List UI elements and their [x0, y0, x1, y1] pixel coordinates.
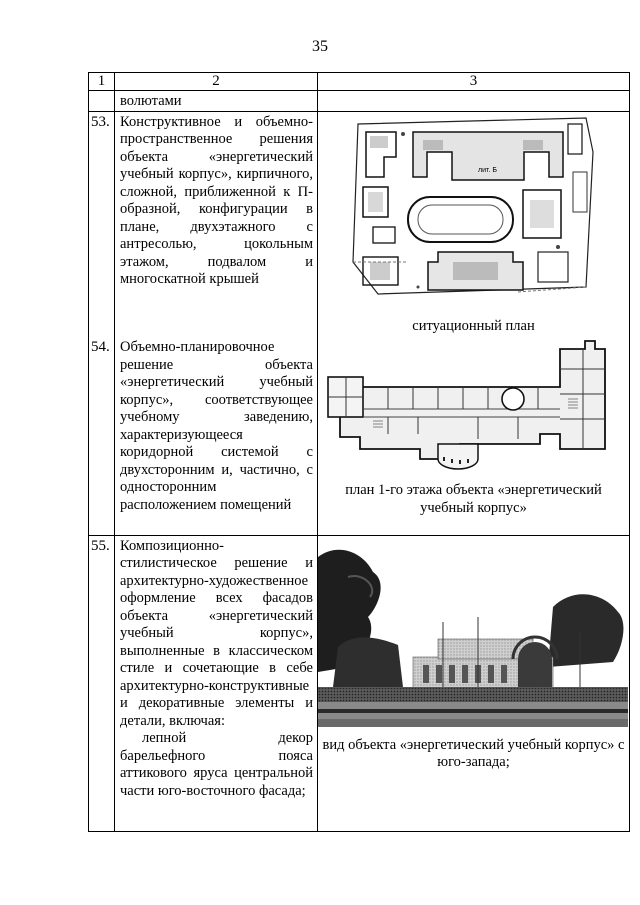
table-row-54 [89, 339, 630, 535]
row-text-53: Конструктивное и объемно-пространственное решения объекта «энергетический учебный корпус», кирпичного, сложной, приближенной к П-образной, конфигурации в плане, двухэтажного с антресолью, цокольным этажом, подвалом и многоскатной крышей [115, 111, 318, 339]
row-text-54: Объемно-планировочное решение объекта «энергетический учебный корпус», соответствующее учебному заведению, характеризующееся коридорной системой с двухсторонним и, частично, с односторонним расположением помещений [115, 339, 318, 535]
table-row-55 [89, 535, 630, 831]
row-figure-54 [318, 339, 630, 535]
row-number-55: 55. [89, 535, 115, 831]
row-number-54: 54. [89, 339, 115, 535]
table-row-53 [89, 111, 630, 339]
row-figure-53 [318, 111, 630, 339]
continuation-num-cell [89, 91, 115, 112]
caption-building-view: вид объекта «энергетический учебный корпус» с юго-запада; [322, 736, 625, 770]
row-text-55-indented: лепной декор барельефного пояса аттикового яруса центральной части юго-восточного фасада; [120, 730, 313, 799]
continuation-image-cell [318, 91, 630, 112]
row-number-53: 53. [89, 111, 115, 339]
header-cell-3: 3 [318, 73, 630, 91]
header-cell-1: 1 [89, 73, 115, 91]
continuation-row [89, 91, 630, 112]
building-photo [318, 537, 628, 727]
caption-situational-plan: ситуационный план [412, 317, 535, 334]
situational-plan-image [318, 112, 628, 312]
continuation-text: волютами [115, 91, 318, 112]
caption-floor-plan: план 1-го этажа объекта «энергетический учебный корпус» [345, 482, 602, 516]
header-cell-2: 2 [115, 73, 318, 91]
document-table [88, 72, 630, 832]
row-figure-55 [318, 535, 630, 831]
row-text-55: Композиционно-стилистическое решение и архитектурно-художественное оформление всех фасадов объекта «энергетический учебный корпус», выполненные в классическом стиле и сочетающие в себе архитектурно-конструктивные и декоративные элементы и детали, включая: лепной декор барельефного пояса аттикового яруса центральной части юго-восточного фасада; [115, 535, 318, 831]
floor-plan-image [318, 339, 628, 474]
table-header-row [89, 73, 630, 91]
page-number: 35 [312, 38, 328, 55]
figure-label-lit-b: лит. Б [478, 166, 497, 174]
